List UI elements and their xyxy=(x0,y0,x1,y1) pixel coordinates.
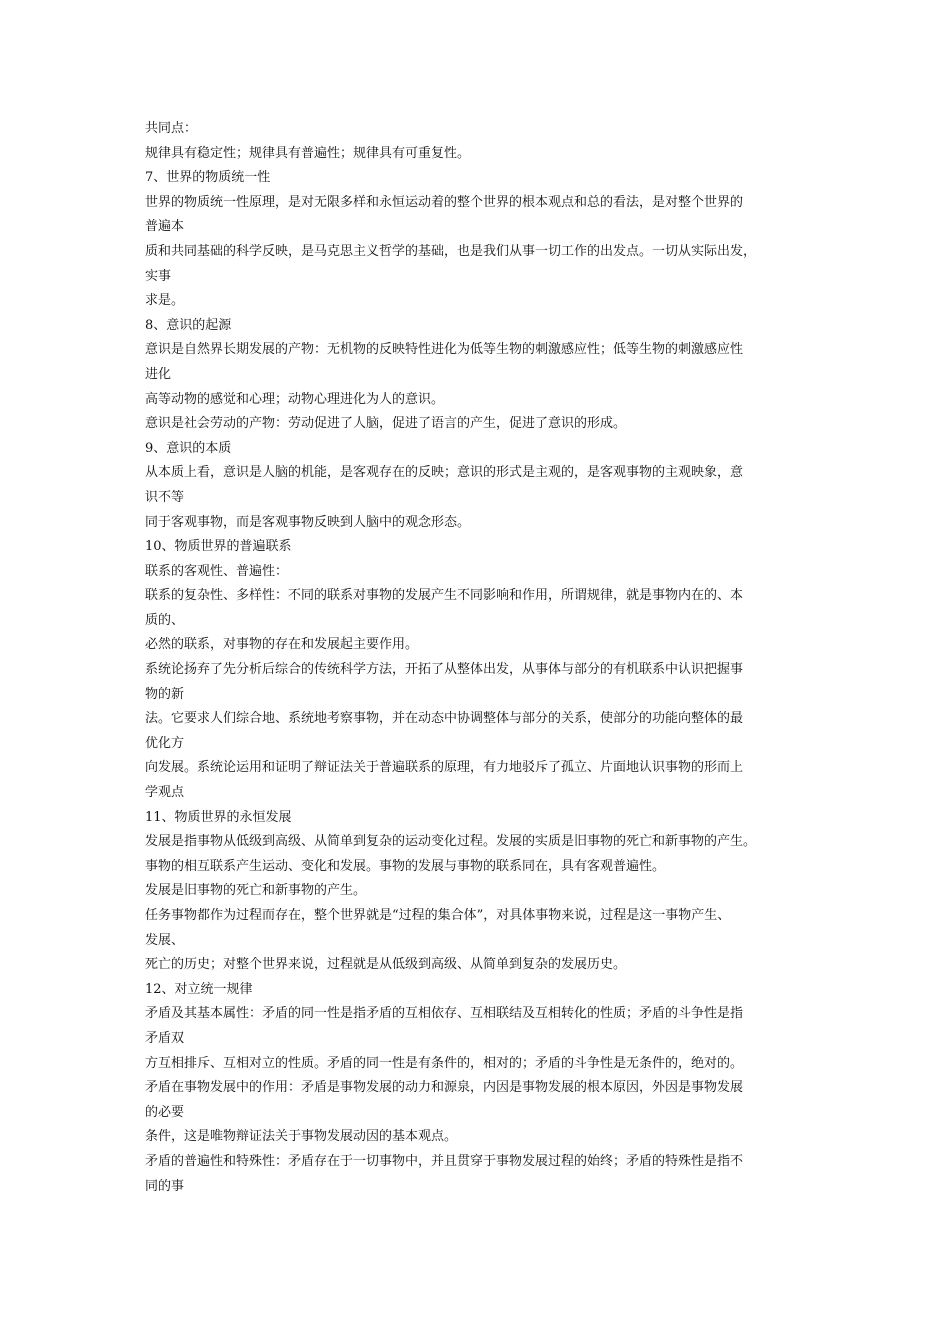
text-line: 必然的联系，对事物的存在和发展起主要作用。 xyxy=(145,637,419,653)
text-line: 物的新 xyxy=(145,686,185,702)
text-line: 从本质上看，意识是人脑的机能，是客观存在的反映；意识的形式是主观的，是客观事物的主观映象，意 xyxy=(145,465,744,481)
text-line: 质和共同基础的科学反映，是马克思主义哲学的基础，也是我们从事一切工作的出发点。一切从实际出发， xyxy=(145,243,757,259)
section-heading: 10、物质世界的普遍联系 xyxy=(145,539,292,555)
text-line: 质的、 xyxy=(145,612,185,628)
text-line: 实事 xyxy=(145,268,172,284)
text-line: 规律具有稳定性；规律具有普遍性；规律具有可重复性。 xyxy=(145,145,471,161)
text-line: 联系的复杂性、多样性：不同的联系对事物的发展产生不同影响和作用，所谓规律，就是事物内在的、本 xyxy=(145,588,744,604)
text-line: 法。它要求人们综合地、系统地考察事物，并在动态中协调整体与部分的关系，使部分的功能向整体的最 xyxy=(145,711,744,727)
text-line: 意识是社会劳动的产物：劳动促进了人脑，促进了语言的产生，促进了意识的形成。 xyxy=(145,416,627,432)
text-line: 条件，这是唯物辩证法关于事物发展动因的基本观点。 xyxy=(145,1129,458,1145)
text-line: 共同点： xyxy=(145,121,198,136)
text-line: 发展是指事物从低级到高级、从简单到复杂的运动变化过程。发展的实质是旧事物的死亡和新事物的产生。 xyxy=(145,834,757,850)
text-line: 意识是自然界长期发展的产物：无机物的反映特性进化为低等生物的刺激感应性；低等生物的刺激感应性 xyxy=(145,342,744,358)
text-line: 矛盾双 xyxy=(145,1030,185,1046)
section-heading: 8、意识的起源 xyxy=(145,317,232,333)
section-heading: 7、世界的物质统一性 xyxy=(145,170,271,186)
text-line: 识不等 xyxy=(145,489,185,505)
text-line: 进化 xyxy=(145,366,172,382)
section-heading: 12、对立统一规律 xyxy=(145,981,253,997)
text-line: 联系的客观性、普遍性： xyxy=(145,563,289,579)
text-line: 世界的物质统一性原理，是对无限多样和永恒运动着的整个世界的根本观点和总的看法，是对整个世界的 xyxy=(145,194,744,210)
text-line: 求是。 xyxy=(145,293,185,309)
text-line: 事物的相互联系产生运动、变化和发展。事物的发展与事物的联系同在，具有客观普遍性。 xyxy=(145,858,666,874)
text-line: 矛盾的普遍性和特殊性：矛盾存在于一切事物中，并且贯穿于事物发展过程的始终；矛盾的特殊性是指不 xyxy=(145,1153,744,1169)
text-line: 学观点 xyxy=(145,785,185,801)
section-heading: 11、物质世界的永恒发展 xyxy=(145,809,292,825)
text-line: 优化方 xyxy=(145,735,185,751)
text-line: 矛盾及其基本属性：矛盾的同一性是指矛盾的互相依存、互相联结及互相转化的性质；矛盾的斗争性是指 xyxy=(145,1006,744,1022)
text-line: 普遍本 xyxy=(145,219,185,235)
text-line: 方互相排斥、互相对立的性质。矛盾的同一性是有条件的，相对的；矛盾的斗争性是无条件的，绝对的。 xyxy=(145,1055,744,1071)
document-page xyxy=(145,117,815,1199)
text-line: 同的事 xyxy=(145,1178,185,1194)
text-line: 发展、 xyxy=(145,932,185,948)
text-line: 死亡的历史；对整个世界来说，过程就是从低级到高级、从简单到复杂的发展历史。 xyxy=(145,957,627,973)
text-line: 同于客观事物，而是客观事物反映到人脑中的观念形态。 xyxy=(145,514,471,530)
text-line: 系统论扬弃了先分析后综合的传统科学方法，开拓了从整体出发，从事体与部分的有机联系中认识把握事 xyxy=(145,662,744,678)
text-line: 高等动物的感觉和心理；动物心理进化为人的意识。 xyxy=(145,391,445,407)
text-line: 发展是旧事物的死亡和新事物的产生。 xyxy=(145,883,367,899)
text-line: 任务事物都作为过程而存在，整个世界就是“过程的集合体”，对具体事物来说，过程是这一事物产生、 xyxy=(145,908,731,923)
text-line: 向发展。系统论运用和证明了辩证法关于普遍联系的原理，有力地驳斥了孤立、片面地认识事物的形而上 xyxy=(145,760,744,776)
section-heading: 9、意识的本质 xyxy=(145,440,232,456)
text-line: 矛盾在事物发展中的作用：矛盾是事物发展的动力和源泉，内因是事物发展的根本原因，外因是事物发展 xyxy=(145,1080,744,1096)
text-line: 的必要 xyxy=(145,1104,185,1120)
